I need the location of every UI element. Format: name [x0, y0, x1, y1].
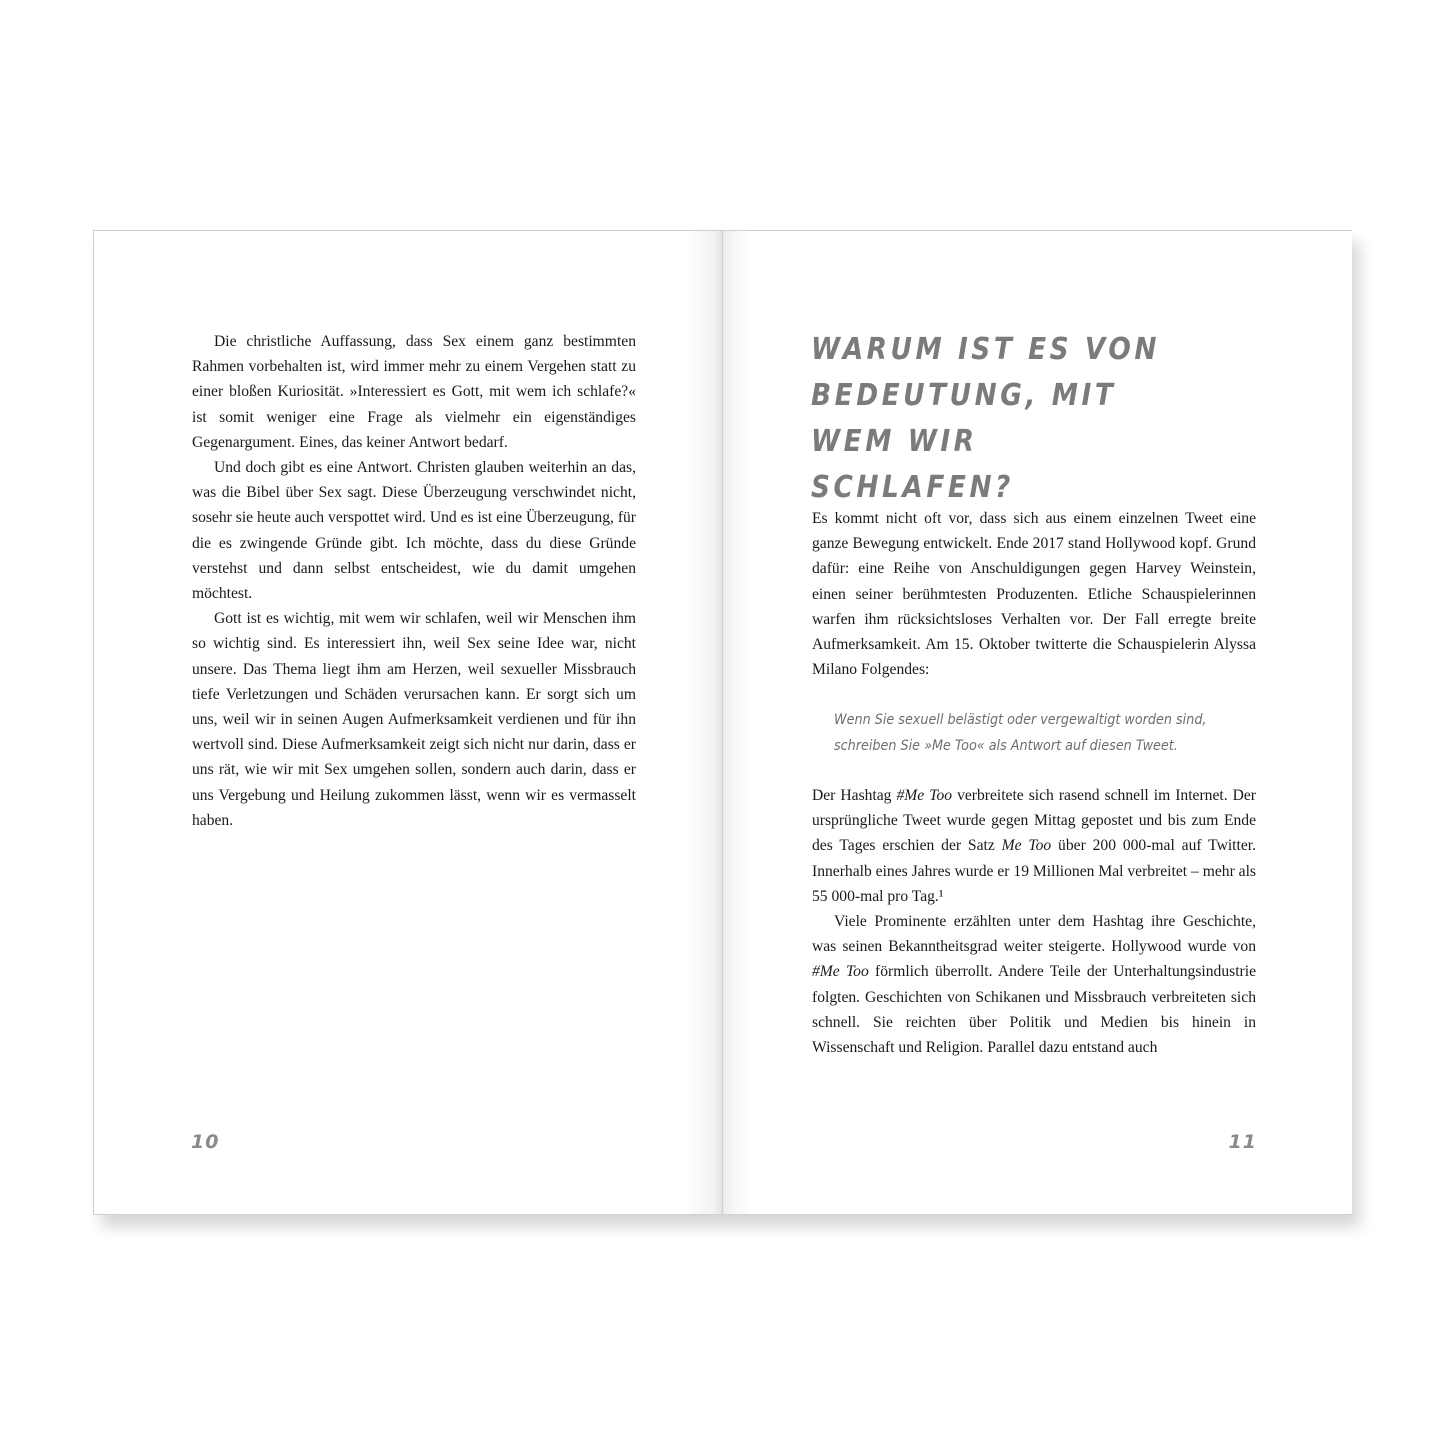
text-run: Der Hashtag [812, 787, 897, 804]
right-page [722, 231, 1352, 1214]
paragraph: Und doch gibt es eine Antwort. Christen glauben weiterhin an das, was die Bibel über Sex sagt. Diese Überzeugung verschwindet nicht, sosehr sie heute auch verspottet wird. Und es ist eine Überzeugung, für die es zwingende Gründe gibt. Ich möchte, dass du diese Gründe verstehst und dann selbst entscheidest, wie du damit umgehen möchtest. [192, 459, 636, 603]
right-page-body [812, 783, 1256, 1060]
hashtag: #Me Too [812, 963, 869, 981]
text-run: förmlich überrollt. Andere Teile der Unterhaltungsindustrie folgten. Geschichten von Schikanen und Missbrauch verbreiteten sich schnell. Sie reichten über Politik und Medien bis hinein in Wissenschaft und Religion. Parallel dazu entstand auch [812, 963, 1256, 1057]
paragraph: Die christliche Auffassung, dass Sex einem ganz bestimmten Rahmen vorbehalten ist, wird immer mehr zu einem Vergehen statt zu einer bloßen Kuriosität. »Interessiert es Gott, mit wem ich schlafe?« ist somit weniger eine Frage als vielmehr ein eigenständiges Gegenargument. Eines, das keiner Antwort bedarf. [192, 333, 636, 451]
intro-body [812, 506, 1256, 682]
paragraph: Gott ist es wichtig, mit wem wir schlafen, weil wir Menschen ihm so wichtig sind. Es interessiert ihn, weil Sex seine Idee war, nicht unsere. Das Thema liegt ihm am Herzen, weil sexueller Missbrauch tiefe Verletzungen und Schäden verursachen kann. Er sorgt sich um uns, weil wir in seinen Augen Aufmerksamkeit verdienen und für ihn wertvoll sind. Diese Aufmerksamkeit zeigt sich nicht nur darin, dass er uns rät, wie wir mit Sex umgehen sollen, sondern auch darin, dass er uns Vergebung und Heilung zukommen lässt, wenn wir es vermasselt haben. [192, 610, 636, 829]
intro-paragraph: Es kommt nicht oft vor, dass sich aus einem einzelnen Tweet eine ganze Bewegung entwickelt. Ende 2017 stand Hollywood kopf. Grund dafür: eine Reihe von Anschuldigungen gegen Harvey Weinstein, einen seiner berühmtesten Produzenten. Etliche Schauspielerinnen warfen ihm rücksichtsloses Verhalten vor. Der Fall erregte breite Aufmerksamkeit. Am 15. Oktober twitterte die Schauspielerin Alyssa Milano Folgendes: [812, 510, 1256, 679]
text-run: Viele Prominente erzählten unter dem Hashtag ihre Geschichte, was seinen Bekanntheitsgrad weiter steigerte. Hollywood wurde von [812, 913, 1256, 956]
page-number: 10 [191, 1131, 220, 1153]
paragraph [812, 909, 1256, 1060]
page-number: 11 [1228, 1131, 1257, 1153]
left-page-body [192, 329, 636, 833]
hashtag: #Me Too [896, 787, 953, 804]
text-run: über 200 000-mal auf Twitter. Innerhalb eines Jahres wurde er 19 Millionen Mal verbreitet – mehr als 55 000-mal pro Tag.¹ [812, 837, 1256, 905]
chapter-title [811, 327, 1198, 511]
hashtag: Me Too [1001, 837, 1052, 855]
chapter-title-line: WARUM IST ES VON [811, 332, 1160, 367]
text-run: verbreitete sich rasend schnell im Internet. Der ursprüngliche Tweet wurde gegen Mittag gepostet und bis zum Ende des Tages erschien der Satz [812, 787, 1256, 855]
left-page [94, 231, 722, 1214]
chapter-title-line: SCHLAFEN? [811, 470, 1014, 505]
book-spread [93, 230, 1352, 1215]
paragraph [812, 783, 1256, 909]
tweet-quote: Wenn Sie sexuell belästigt oder vergewaltigt worden sind, schreiben Sie »Me Too« als Antwort auf diesen Tweet. [834, 712, 1207, 754]
chapter-title-line: BEDEUTUNG, MIT WEM WIR [811, 378, 1117, 459]
